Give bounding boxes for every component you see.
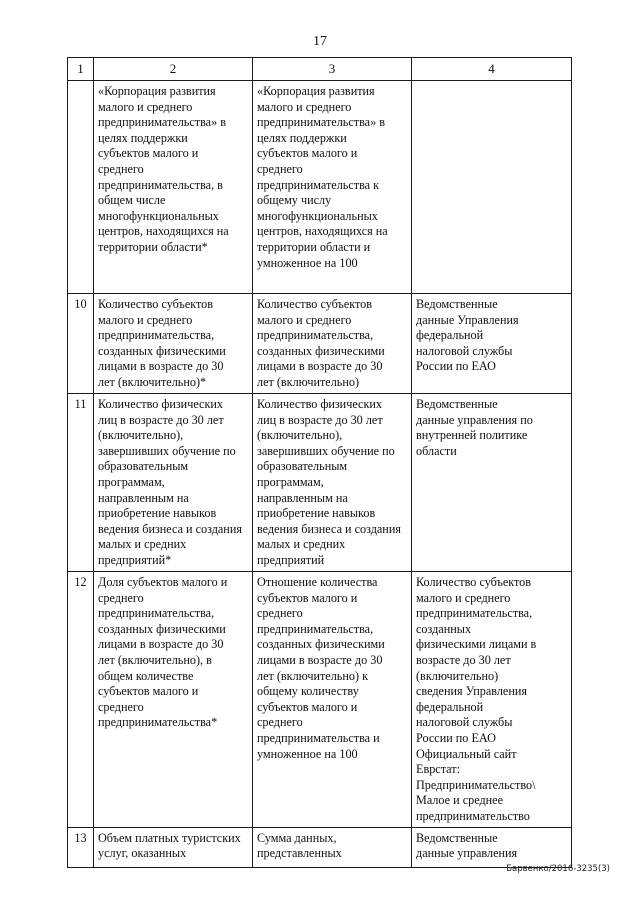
data-source-cell (412, 827, 572, 867)
calculation-method: «Корпорация развития малого и среднего предпринимательства» в целях поддержки субъектов малого и среднего предпринимательства к общему числу многофункциональных центров, находящихся на территории области и умноженное на 100 (257, 84, 388, 270)
calculation-method-cell (253, 394, 412, 572)
indicator-name: Количество физических лиц в возрасте до 30 лет (включительно), завершивших обучение по образовательным программам, направленным на приобретение навыков ведения бизнеса и создания малых и средних предприятий* (98, 397, 242, 567)
data-source: Количество субъектов малого и среднего предпринимательства, созданных физическими лицами в возрасте до 30 лет (включительно) сведения Управления федеральной налоговой службы России по ЕАО Официальный сайт Еврстат: Предпринимательство\ Малое и среднее предпринимательство (416, 575, 537, 823)
data-source: Ведомственные данные управления по внутренней политике области (416, 397, 533, 458)
document-reference: Барвенко/2016-3235(3) (506, 864, 610, 874)
indicator-name-cell (94, 572, 253, 828)
table-row (68, 81, 572, 294)
calculation-method-cell (253, 81, 412, 294)
table-row (68, 394, 572, 572)
table-header-row (68, 58, 572, 81)
indicator-name-cell (94, 394, 253, 572)
calculation-method-cell (253, 294, 412, 394)
indicator-name-cell (94, 294, 253, 394)
header-cell-4: 4 (412, 58, 572, 81)
row-number: 10 (68, 294, 94, 394)
calculation-method-cell (253, 572, 412, 828)
indicator-name: Объем платных туристских услуг, оказанных (98, 830, 241, 861)
indicator-name: «Корпорация развития малого и среднего предпринимательства» в целях поддержки субъектов малого и среднего предпринимательства, в общем числе многофункциональных центров, находящихся на территории области* (98, 84, 229, 254)
row-number (68, 81, 94, 294)
header-cell-1: 1 (68, 58, 94, 81)
data-source-cell (412, 394, 572, 572)
data-source-cell (412, 81, 572, 294)
table-row (68, 827, 572, 867)
row-number: 11 (68, 394, 94, 572)
data-source-cell (412, 572, 572, 828)
row-number: 12 (68, 572, 94, 828)
table-row (68, 294, 572, 394)
data-source-cell (412, 294, 572, 394)
row-number: 13 (68, 827, 94, 867)
page-number: 17 (313, 34, 327, 49)
indicator-name: Доля субъектов малого и среднего предпринимательства, созданных физическими лицами в возрасте до 30 лет (включительно), в общем количестве субъектов малого и среднего предпринимательства* (98, 575, 228, 730)
calculation-method: Количество субъектов малого и среднего предпринимательства, созданных физическими лицами в возрасте до 30 лет (включительно) (257, 297, 385, 389)
calculation-method: Сумма данных, представленных (257, 830, 342, 861)
data-source: Ведомственные данные управления (416, 830, 518, 861)
indicator-name-cell (94, 827, 253, 867)
calculation-method-cell (253, 827, 412, 867)
calculation-method: Количество физических лиц в возрасте до 30 лет (включительно), завершивших обучение по образовательным программам, направленным на приобретение навыков ведения бизнеса и создания малых и средних предприятий (257, 397, 401, 567)
header-cell-3: 3 (253, 58, 412, 81)
data-source: Ведомственные данные Управления федеральной налоговой службы России по ЕАО (416, 297, 519, 374)
calculation-method: Отношение количества субъектов малого и среднего предпринимательства, созданных физическими лицами в возрасте до 30 лет (включительно) к общему количеству субъектов малого и среднего предпринимательства и умноженное на 100 (257, 575, 385, 761)
indicators-table (67, 57, 572, 868)
indicator-name-cell (94, 81, 253, 294)
indicator-name: Количество субъектов малого и среднего предпринимательства, созданных физическими лицами в возрасте до 30 лет (включительно)* (98, 297, 226, 389)
header-cell-2: 2 (94, 58, 253, 81)
table-row (68, 572, 572, 828)
